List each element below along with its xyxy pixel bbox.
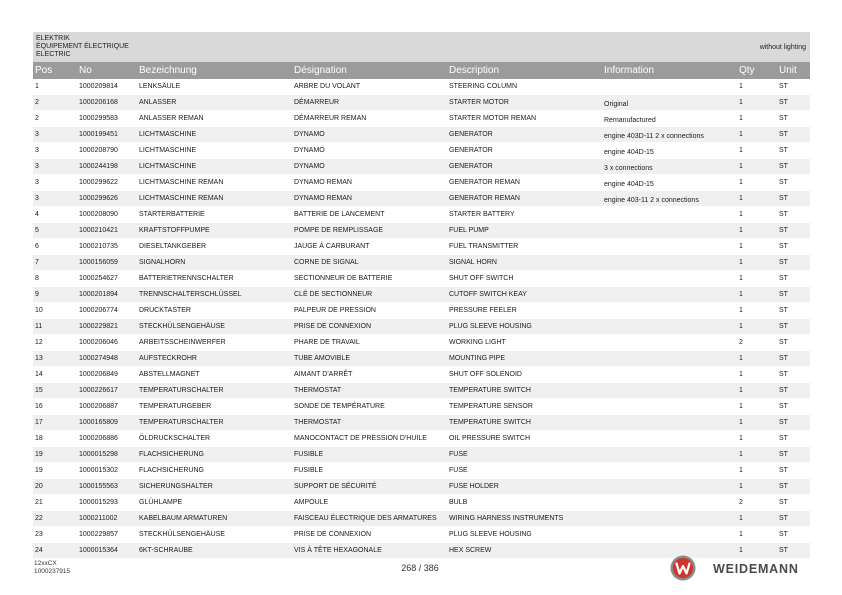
cell-designation: SUPPORT DE SÉCURITÉ <box>294 483 377 490</box>
cell-designation: FUSIBLE <box>294 467 324 474</box>
cell-qty: 1 <box>739 307 743 314</box>
footer-doc-number: 1000237915 <box>34 568 71 575</box>
cell-designation: FAISCEAU ÉLECTRIQUE DES ARMATURES <box>294 515 437 522</box>
cell-bezeichnung: BATTERIETRENNSCHALTER <box>139 275 234 282</box>
cell-unit: ST <box>779 227 788 234</box>
cell-designation: PRISE DE CONNEXION <box>294 531 372 538</box>
table-row <box>33 79 810 95</box>
cell-designation: DÉMARREUR REMAN <box>294 115 367 122</box>
cell-description: FUSE <box>449 467 468 474</box>
cell-part-number: 1000229857 <box>79 531 118 538</box>
page-number: 268 / 386 <box>401 563 439 573</box>
cell-part-number: 1000206046 <box>79 339 118 346</box>
cell-description: PRESSURE FEELER <box>449 307 517 314</box>
column-header-description: Description <box>449 65 500 76</box>
column-header-unit: Unit <box>779 65 797 76</box>
cell-pos: 13 <box>35 355 43 362</box>
cell-information: engine 403D-11 2 x connections <box>604 133 704 140</box>
table-row <box>33 287 810 303</box>
table-row <box>33 335 810 351</box>
cell-designation: SECTIONNEUR DE BATTERIE <box>294 275 393 282</box>
cell-part-number: 1000015298 <box>79 451 118 458</box>
cell-description: OIL PRESSURE SWITCH <box>449 435 531 442</box>
cell-bezeichnung: ANLASSER REMAN <box>139 115 204 122</box>
cell-qty: 1 <box>739 163 743 170</box>
cell-unit: ST <box>779 291 788 298</box>
cell-pos: 20 <box>35 483 43 490</box>
cell-description: GENERATOR <box>449 163 493 170</box>
cell-description: STEERING COLUMN <box>449 83 518 90</box>
cell-unit: ST <box>779 147 788 154</box>
cell-description: PLUG SLEEVE HOUSING <box>449 531 532 538</box>
cell-unit: ST <box>779 211 788 218</box>
cell-information: engine 403-11 2 x connections <box>604 197 699 204</box>
table-row <box>33 527 810 543</box>
footer-model: 12xxCX <box>34 560 57 567</box>
cell-qty: 1 <box>739 291 743 298</box>
table-row <box>33 111 810 127</box>
cell-part-number: 1000206168 <box>79 99 118 106</box>
cell-part-number: 1000155563 <box>79 483 118 490</box>
cell-bezeichnung: TRENNSCHALTERSCHLÜSSEL <box>139 291 242 298</box>
cell-pos: 11 <box>35 323 43 330</box>
cell-bezeichnung: ÖLDRUCKSCHALTER <box>139 435 211 442</box>
cell-qty: 1 <box>739 451 743 458</box>
section-title-en: ELECTRIC <box>36 51 71 58</box>
cell-unit: ST <box>779 259 788 266</box>
cell-qty: 1 <box>739 99 743 106</box>
cell-bezeichnung: TEMPERATURGEBER <box>139 403 212 410</box>
cell-unit: ST <box>779 195 788 202</box>
table-row <box>33 415 810 431</box>
cell-qty: 1 <box>739 515 743 522</box>
cell-part-number: 1000199451 <box>79 131 118 138</box>
cell-qty: 1 <box>739 547 743 554</box>
cell-information: Original <box>604 101 629 108</box>
cell-pos: 2 <box>35 115 39 122</box>
cell-unit: ST <box>779 115 788 122</box>
cell-designation: DÉMARREUR <box>294 99 340 106</box>
cell-bezeichnung: LICHTMASCHINE <box>139 147 197 154</box>
table-row <box>33 319 810 335</box>
cell-qty: 1 <box>739 483 743 490</box>
cell-designation: AMPOULE <box>294 499 329 506</box>
cell-designation: TUBE AMOVIBLE <box>294 355 351 362</box>
cell-designation: CORNE DE SIGNAL <box>294 259 359 266</box>
cell-qty: 1 <box>739 355 743 362</box>
table-row <box>33 143 810 159</box>
cell-pos: 19 <box>35 451 43 458</box>
cell-pos: 12 <box>35 339 43 346</box>
cell-unit: ST <box>779 419 788 426</box>
cell-qty: 1 <box>739 179 743 186</box>
cell-description: PLUG SLEEVE HOUSING <box>449 323 532 330</box>
cell-pos: 4 <box>35 211 39 218</box>
cell-description: CUTOFF SWITCH KEAY <box>449 291 527 298</box>
cell-part-number: 1000274948 <box>79 355 118 362</box>
table-row <box>33 367 810 383</box>
cell-description: STARTER BATTERY <box>449 211 515 218</box>
cell-designation: SONDE DE TEMPÉRATURE <box>294 403 385 410</box>
cell-unit: ST <box>779 163 788 170</box>
cell-description: GENERATOR REMAN <box>449 195 520 202</box>
table-row <box>33 223 810 239</box>
table-header <box>33 62 810 79</box>
column-header-pos: Pos <box>35 65 53 76</box>
cell-pos: 7 <box>35 259 39 266</box>
cell-unit: ST <box>779 99 788 106</box>
cell-information: engine 404D-15 <box>604 149 654 156</box>
cell-designation: DYNAMO <box>294 131 325 138</box>
cell-unit: ST <box>779 403 788 410</box>
cell-pos: 18 <box>35 435 43 442</box>
cell-unit: ST <box>779 307 788 314</box>
cell-pos: 24 <box>35 547 43 554</box>
cell-qty: 1 <box>739 419 743 426</box>
cell-part-number: 1000208090 <box>79 211 118 218</box>
cell-part-number: 1000229821 <box>79 323 118 330</box>
section-note: without lighting <box>759 44 806 51</box>
cell-pos: 15 <box>35 387 43 394</box>
cell-description: HEX SCREW <box>449 547 492 554</box>
cell-qty: 1 <box>739 83 743 90</box>
cell-unit: ST <box>779 323 788 330</box>
cell-description: MOUNTING PIPE <box>449 355 506 362</box>
cell-part-number: 1000210421 <box>79 227 118 234</box>
cell-qty: 1 <box>739 227 743 234</box>
cell-unit: ST <box>779 515 788 522</box>
cell-qty: 1 <box>739 323 743 330</box>
cell-pos: 21 <box>35 499 43 506</box>
cell-bezeichnung: STARTERBATTERIE <box>139 211 205 218</box>
table-row <box>33 239 810 255</box>
cell-designation: THERMOSTAT <box>294 387 342 394</box>
cell-bezeichnung: LICHTMASCHINE REMAN <box>139 179 224 186</box>
table-row <box>33 207 810 223</box>
cell-designation: VIS À TÊTE HEXAGONALE <box>294 547 382 554</box>
table-row <box>33 175 810 191</box>
cell-pos: 6 <box>35 243 39 250</box>
cell-description: TEMPERATURE SENSOR <box>449 403 533 410</box>
cell-pos: 3 <box>35 147 39 154</box>
table-row <box>33 431 810 447</box>
cell-bezeichnung: SIGNALHORN <box>139 259 186 266</box>
cell-qty: 1 <box>739 387 743 394</box>
table-row <box>33 351 810 367</box>
cell-unit: ST <box>779 355 788 362</box>
cell-unit: ST <box>779 83 788 90</box>
cell-designation: PRISE DE CONNEXION <box>294 323 372 330</box>
cell-bezeichnung: ABSTELLMAGNET <box>139 371 200 378</box>
cell-bezeichnung: ANLASSER <box>139 99 177 106</box>
cell-description: SHUT OFF SOLENOID <box>449 371 522 378</box>
table-row <box>33 255 810 271</box>
cell-bezeichnung: LENKSÄULE <box>139 83 181 90</box>
cell-qty: 1 <box>739 131 743 138</box>
cell-designation: BATTERIE DE LANCEMENT <box>294 211 385 218</box>
section-title-de: ELEKTRIK <box>36 35 70 42</box>
cell-bezeichnung: GLÜHLAMPE <box>139 499 183 506</box>
cell-qty: 1 <box>739 211 743 218</box>
cell-unit: ST <box>779 483 788 490</box>
cell-pos: 3 <box>35 179 39 186</box>
cell-bezeichnung: LICHTMASCHINE REMAN <box>139 195 224 202</box>
cell-bezeichnung: STECKHÜLSENGEHÄUSE <box>139 323 225 330</box>
cell-bezeichnung: FLACHSICHERUNG <box>139 451 204 458</box>
cell-qty: 1 <box>739 259 743 266</box>
cell-description: STARTER MOTOR REMAN <box>449 115 537 122</box>
cell-qty: 1 <box>739 147 743 154</box>
cell-unit: ST <box>779 387 788 394</box>
cell-pos: 16 <box>35 403 43 410</box>
table-row <box>33 159 810 175</box>
column-header-qty: Qty <box>739 65 755 76</box>
cell-pos: 19 <box>35 467 43 474</box>
cell-pos: 14 <box>35 371 43 378</box>
cell-bezeichnung: STECKHÜLSENGEHÄUSE <box>139 531 225 538</box>
brand-name: WEIDEMANN <box>713 562 799 576</box>
cell-description: TEMPERATURE SWITCH <box>449 387 531 394</box>
cell-bezeichnung: 6KT-SCHRAUBE <box>139 547 193 554</box>
column-header-no: No <box>79 65 92 76</box>
cell-pos: 3 <box>35 131 39 138</box>
cell-bezeichnung: AUFSTECKROHR <box>139 355 197 362</box>
cell-part-number: 1000299583 <box>79 115 118 122</box>
cell-bezeichnung: DRUCKTASTER <box>139 307 191 314</box>
cell-part-number: 1000211002 <box>79 515 118 522</box>
cell-description: FUEL TRANSMITTER <box>449 243 519 250</box>
cell-bezeichnung: LICHTMASCHINE <box>139 163 197 170</box>
cell-description: FUEL PUMP <box>449 227 489 234</box>
cell-qty: 1 <box>739 435 743 442</box>
parts-table-body <box>33 79 810 559</box>
cell-part-number: 1000208790 <box>79 147 118 154</box>
cell-pos: 10 <box>35 307 43 314</box>
cell-part-number: 1000015293 <box>79 499 118 506</box>
section-header <box>33 32 810 62</box>
table-row <box>33 127 810 143</box>
cell-pos: 17 <box>35 419 43 426</box>
table-row <box>33 383 810 399</box>
column-header-information: Information <box>604 65 655 76</box>
cell-designation: MANOCONTACT DE PRESSION D'HUILE <box>294 435 427 442</box>
cell-qty: 1 <box>739 243 743 250</box>
cell-qty: 1 <box>739 531 743 538</box>
footer-model-info <box>34 560 70 576</box>
cell-pos: 2 <box>35 99 39 106</box>
section-title-fr: ÉQUIPEMENT ÉLECTRIQUE <box>36 43 129 50</box>
table-row <box>33 303 810 319</box>
cell-bezeichnung: FLACHSICHERUNG <box>139 467 204 474</box>
table-row <box>33 463 810 479</box>
cell-description: WIRING HARNESS INSTRUMENTS <box>449 515 564 522</box>
cell-bezeichnung: KABELBAUM ARMATUREN <box>139 515 228 522</box>
cell-pos: 3 <box>35 195 39 202</box>
table-row <box>33 495 810 511</box>
cell-unit: ST <box>779 275 788 282</box>
cell-designation: AIMANT D'ARRÊT <box>294 371 353 378</box>
cell-unit: ST <box>779 499 788 506</box>
cell-information: Remanufactured <box>604 117 656 124</box>
cell-description: STARTER MOTOR <box>449 99 509 106</box>
cell-designation: DYNAMO <box>294 163 325 170</box>
weidemann-w-logo-icon <box>670 555 696 581</box>
cell-qty: 2 <box>739 499 743 506</box>
cell-bezeichnung: ARBEITSSCHEINWERFER <box>139 339 226 346</box>
cell-information: engine 404D-15 <box>604 181 654 188</box>
cell-description: TEMPERATURE SWITCH <box>449 419 531 426</box>
column-header-bezeichnung: Bezeichnung <box>139 65 197 76</box>
cell-part-number: 1000201894 <box>79 291 118 298</box>
cell-part-number: 1000226617 <box>79 387 118 394</box>
cell-description: BULB <box>449 499 468 506</box>
table-row <box>33 95 810 111</box>
cell-bezeichnung: KRAFTSTOFFPUMPE <box>139 227 210 234</box>
cell-unit: ST <box>779 435 788 442</box>
cell-pos: 23 <box>35 531 43 538</box>
cell-pos: 22 <box>35 515 43 522</box>
cell-unit: ST <box>779 131 788 138</box>
cell-description: GENERATOR <box>449 147 493 154</box>
table-row <box>33 479 810 495</box>
cell-designation: POMPE DE REMPLISSAGE <box>294 227 384 234</box>
cell-unit: ST <box>779 339 788 346</box>
cell-part-number: 1000015364 <box>79 547 118 554</box>
cell-pos: 8 <box>35 275 39 282</box>
cell-part-number: 1000209814 <box>79 83 118 90</box>
cell-pos: 9 <box>35 291 39 298</box>
cell-qty: 1 <box>739 371 743 378</box>
cell-part-number: 1000206887 <box>79 403 118 410</box>
cell-information: 3 x connections <box>604 165 653 172</box>
cell-description: WORKING LIGHT <box>449 339 506 346</box>
cell-designation: THERMOSTAT <box>294 419 342 426</box>
cell-description: SHUT OFF SWITCH <box>449 275 514 282</box>
cell-unit: ST <box>779 179 788 186</box>
cell-unit: ST <box>779 243 788 250</box>
section-titles <box>36 35 129 59</box>
cell-pos: 1 <box>35 83 39 90</box>
cell-designation: PALPEUR DE PRESSION <box>294 307 376 314</box>
cell-description: GENERATOR <box>449 131 493 138</box>
cell-unit: ST <box>779 547 788 554</box>
cell-description: GENERATOR REMAN <box>449 179 520 186</box>
cell-qty: 2 <box>739 339 743 346</box>
cell-part-number: 1000206849 <box>79 371 118 378</box>
cell-bezeichnung: DIESELTANKGEBER <box>139 243 207 250</box>
cell-designation: DYNAMO REMAN <box>294 195 352 202</box>
cell-part-number: 1000210735 <box>79 243 118 250</box>
cell-bezeichnung: TEMPERATURSCHALTER <box>139 419 224 426</box>
column-header-designation: Désignation <box>294 65 347 76</box>
cell-bezeichnung: SICHERUNGSHALTER <box>139 483 213 490</box>
cell-designation: JAUGE À CARBURANT <box>294 243 370 250</box>
cell-unit: ST <box>779 371 788 378</box>
cell-qty: 1 <box>739 403 743 410</box>
cell-qty: 1 <box>739 275 743 282</box>
cell-part-number: 1000206774 <box>79 307 118 314</box>
cell-part-number: 1000299626 <box>79 195 118 202</box>
cell-unit: ST <box>779 531 788 538</box>
table-row <box>33 511 810 527</box>
cell-description: SIGNAL HORN <box>449 259 497 266</box>
cell-unit: ST <box>779 451 788 458</box>
cell-bezeichnung: TEMPERATURSCHALTER <box>139 387 224 394</box>
cell-part-number: 1000244198 <box>79 163 118 170</box>
cell-part-number: 1000015302 <box>79 467 118 474</box>
cell-designation: PHARE DE TRAVAIL <box>294 339 360 346</box>
brand-logo <box>670 555 815 583</box>
cell-part-number: 1000156059 <box>79 259 118 266</box>
cell-pos: 3 <box>35 163 39 170</box>
cell-qty: 1 <box>739 115 743 122</box>
table-row <box>33 191 810 207</box>
cell-part-number: 1000165809 <box>79 419 118 426</box>
cell-designation: DYNAMO <box>294 147 325 154</box>
cell-designation: ARBRE DU VOLANT <box>294 83 361 90</box>
cell-part-number: 1000254627 <box>79 275 118 282</box>
table-row <box>33 399 810 415</box>
cell-pos: 5 <box>35 227 39 234</box>
table-row <box>33 271 810 287</box>
cell-designation: FUSIBLE <box>294 451 324 458</box>
cell-designation: CLÉ DE SECTIONNEUR <box>294 291 373 298</box>
cell-bezeichnung: LICHTMASCHINE <box>139 131 197 138</box>
cell-part-number: 1000206886 <box>79 435 118 442</box>
cell-designation: DYNAMO REMAN <box>294 179 352 186</box>
cell-part-number: 1000299622 <box>79 179 118 186</box>
table-row <box>33 447 810 463</box>
cell-qty: 1 <box>739 195 743 202</box>
cell-description: FUSE <box>449 451 468 458</box>
cell-unit: ST <box>779 467 788 474</box>
cell-qty: 1 <box>739 467 743 474</box>
cell-description: FUSE HOLDER <box>449 483 499 490</box>
